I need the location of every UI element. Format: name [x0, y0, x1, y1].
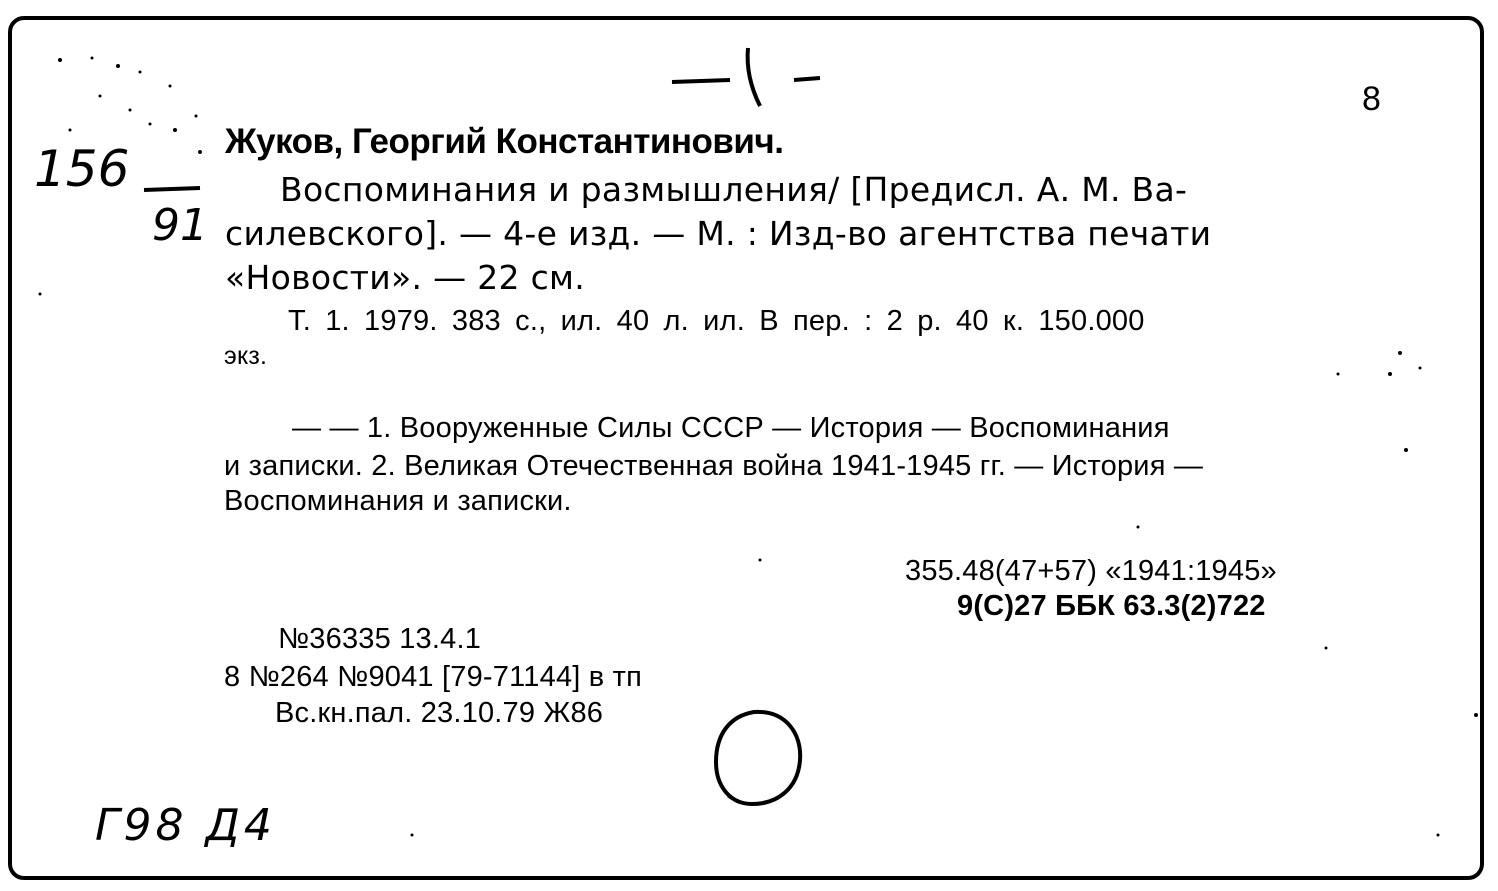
registry-line-3: Вс.кн.пал. 23.10.79 Ж86: [275, 697, 604, 729]
title-line-2: силевского]. — 4-е изд. — М. : Изд-во агентства печати: [225, 214, 1212, 253]
handwritten-note: Г98 Д4: [95, 800, 276, 851]
title-line-1: Воспоминания и размышления/ [Предисл. А. М. Ва-: [280, 170, 1188, 209]
udc-code: 355.48(47+57) «1941:1945»: [905, 555, 1277, 587]
subject-line-3: Воспоминания и записки.: [224, 485, 572, 517]
author-heading: Жуков, Георгий Константинович.: [225, 122, 784, 161]
call-number-bottom: 91: [152, 200, 208, 251]
registry-line-2: 8 №264 №9041 [79-71144] в тп: [224, 661, 643, 693]
title-line-3: «Новости». — 22 см.: [225, 258, 586, 297]
call-number-top: 156: [34, 140, 130, 198]
volume-line: Т. 1. 1979. 383 с., ил. 40 л. ил. В пер. : 2 р. 40 к. 150.000: [288, 305, 1145, 337]
page-number: 8: [1362, 80, 1381, 118]
volume-line-cont: экз.: [224, 342, 268, 370]
subject-line-2: и записки. 2. Великая Отечественная война 1941-1945 гг. — История —: [224, 450, 1204, 482]
bbk-code: 9(С)27 ББК 63.3(2)722: [957, 590, 1266, 622]
registry-line-1: №36335 13.4.1: [278, 623, 482, 655]
subject-line-1: — — 1. Вооруженные Силы СССР — История — Воспоминания: [292, 412, 1170, 444]
